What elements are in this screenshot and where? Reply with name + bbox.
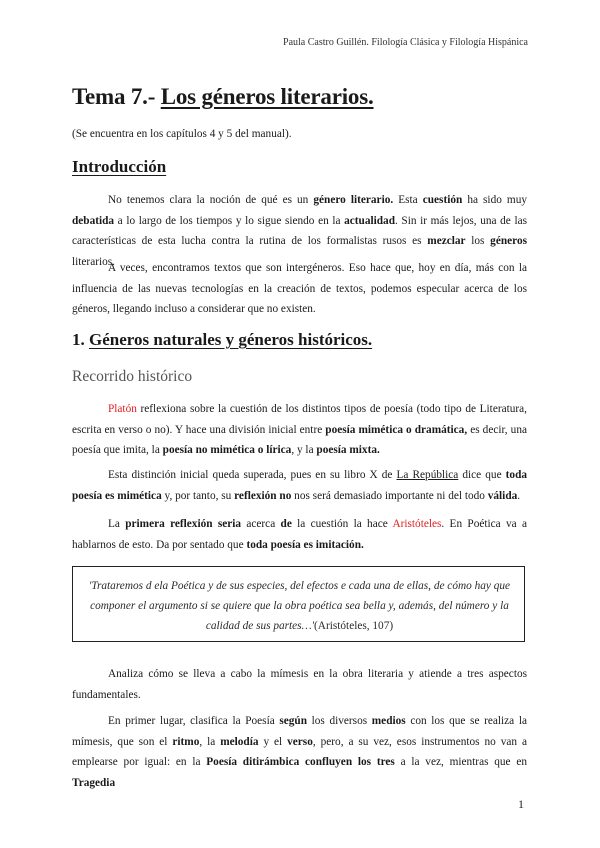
quote-line-2: componer el argumento si se quiere que la obra poética sea bella y, además, del número y la: [90, 600, 509, 612]
bold-term: verso: [287, 735, 313, 748]
manual-note: (Se encuentra en los capítulos 4 y 5 del manual).: [72, 128, 292, 140]
text-run: literarios.: [72, 255, 115, 268]
title-prefix: Tema 7.-: [72, 84, 161, 109]
text-run: La: [108, 518, 126, 530]
bold-term: reflexión no: [234, 489, 292, 502]
text-run: características de esta lucha contra la rutina de los formalistas rusos es: [72, 235, 428, 247]
quote-reference: (Aristóteles, 107): [314, 620, 394, 632]
text-run: con los que se realiza la: [405, 715, 527, 727]
quote-text: calidad de sus partes…': [205, 620, 315, 632]
book-title: La República: [396, 469, 459, 481]
text-run: . En Poética va a: [441, 518, 527, 530]
paragraph-republica: [72, 465, 527, 506]
text-run: . Sin ir más lejos, una de las: [394, 214, 527, 227]
heading-introduction-text: Introducción: [72, 157, 167, 176]
bold-term: género literario.: [313, 194, 394, 206]
text-run: fundamentales.: [72, 688, 141, 701]
bold-term: actualidad: [344, 214, 395, 227]
paragraph-aristoteles: [72, 514, 527, 555]
text-run: , pero, a su vez, esos instrumentos no van a: [312, 735, 527, 748]
bold-term: géneros: [490, 235, 527, 247]
text-run: acerca: [241, 518, 281, 530]
bold-term: toda poesía es imitación.: [246, 538, 364, 551]
bold-term: debatida: [72, 214, 115, 227]
text-run: géneros, llegando incluso a considerar que no existen.: [72, 303, 316, 315]
text-run: poesía que imita, la: [72, 444, 163, 456]
text-run: los: [465, 235, 491, 247]
text-run: mímesis, que son el: [72, 735, 173, 748]
text-run: , y la: [291, 444, 317, 456]
text-run: y, por tanto, su: [161, 489, 235, 502]
text-run: , la: [199, 735, 221, 748]
paragraph-platon: [72, 399, 527, 461]
bold-term: ritmo: [172, 735, 200, 748]
bold-term: Poesía ditirámbica confluyen los tres: [206, 756, 395, 768]
section-number: 1.: [72, 330, 89, 349]
paragraph-medios: [72, 711, 527, 793]
text-run: ha sido muy: [462, 194, 527, 206]
bold-term: válida: [487, 489, 518, 502]
bold-term: según: [279, 715, 307, 727]
title-main: Los géneros literarios.: [160, 84, 374, 109]
text-run: hablarnos de esto. Da por sentado que: [72, 538, 247, 551]
name-aristoteles: Aristóteles: [392, 518, 442, 530]
bold-term: de: [280, 518, 292, 530]
bold-term: melodía: [220, 735, 259, 748]
page-title: [72, 84, 532, 110]
text-run: Analiza cómo se lleva a cabo la mímesis en la obra literaria y atiende a tres aspectos: [108, 668, 527, 680]
text-run: dice que: [458, 469, 506, 481]
text-run: reflexiona sobre la cuestión de los distintos tipos de poesía (todo tipo de Literatura,: [136, 403, 527, 415]
bold-term: toda: [505, 469, 527, 481]
heading-introduction: [72, 157, 166, 177]
name-platon: Platón: [108, 403, 137, 415]
bold-term: cuestión: [422, 194, 463, 206]
bold-term: medios: [371, 715, 406, 727]
text-run: a lo largo de los tiempos y lo sigue siendo en la: [114, 214, 345, 227]
bold-term: Tragedia: [72, 776, 116, 789]
text-run: emplearse por igual: en la: [72, 756, 207, 768]
text-run: Esta distinción inicial queda superada, pues en su libro X de: [108, 469, 397, 481]
text-run: los diversos: [307, 715, 372, 727]
quote-box: [72, 566, 525, 642]
text-run: influencia de las nuevas tecnologías en la creación de textos, podemos especular acerca de los: [72, 282, 527, 295]
heading-section-1: [72, 330, 372, 350]
heading-section-1-text: Géneros naturales y géneros históricos.: [89, 330, 373, 349]
text-run: la cuestión la hace: [291, 518, 393, 530]
page-number: 1: [518, 797, 524, 811]
text-run: Esta: [393, 194, 423, 206]
paragraph-mimesis: [72, 664, 527, 705]
text-run: es decir, una: [467, 423, 527, 436]
paragraph-intro-2: [72, 255, 527, 320]
bold-term: poesía mixta.: [316, 444, 380, 456]
text-run: nos será demasiado importante ni del todo: [291, 489, 488, 502]
text-run: En primer lugar, clasifica la Poesía: [108, 715, 280, 727]
bold-term: primera reflexión seria: [125, 518, 242, 530]
text-run: A veces, encontramos textos que son intergéneros. Eso hace que, hoy en día, más con la: [108, 262, 527, 274]
bold-term: mezclar: [427, 235, 466, 247]
running-header: Paula Castro Guillén. Filología Clásica y Filología Hispánica: [283, 37, 528, 48]
text-run: a la vez, mientras que en: [394, 756, 528, 768]
text-run: y el: [258, 735, 288, 748]
heading-recorrido-historico: Recorrido histórico: [72, 368, 193, 385]
quote-line-3: [73, 620, 526, 632]
bold-term: poesía no mimética o lírica: [162, 444, 292, 456]
bold-term: poesía es mimética: [72, 489, 162, 502]
text-run: No tenemos clara la noción de qué es un: [108, 194, 314, 206]
quote-line-1: 'Trataremos d ela Poética y de sus especies, del efectos e cada una de ellas, de cómo hay que: [88, 580, 511, 592]
text-run: escrita en verso o no). Y hace una división inicial entre: [72, 423, 326, 436]
bold-term: poesía mimética o dramática,: [325, 423, 468, 436]
text-run: .: [517, 489, 521, 502]
